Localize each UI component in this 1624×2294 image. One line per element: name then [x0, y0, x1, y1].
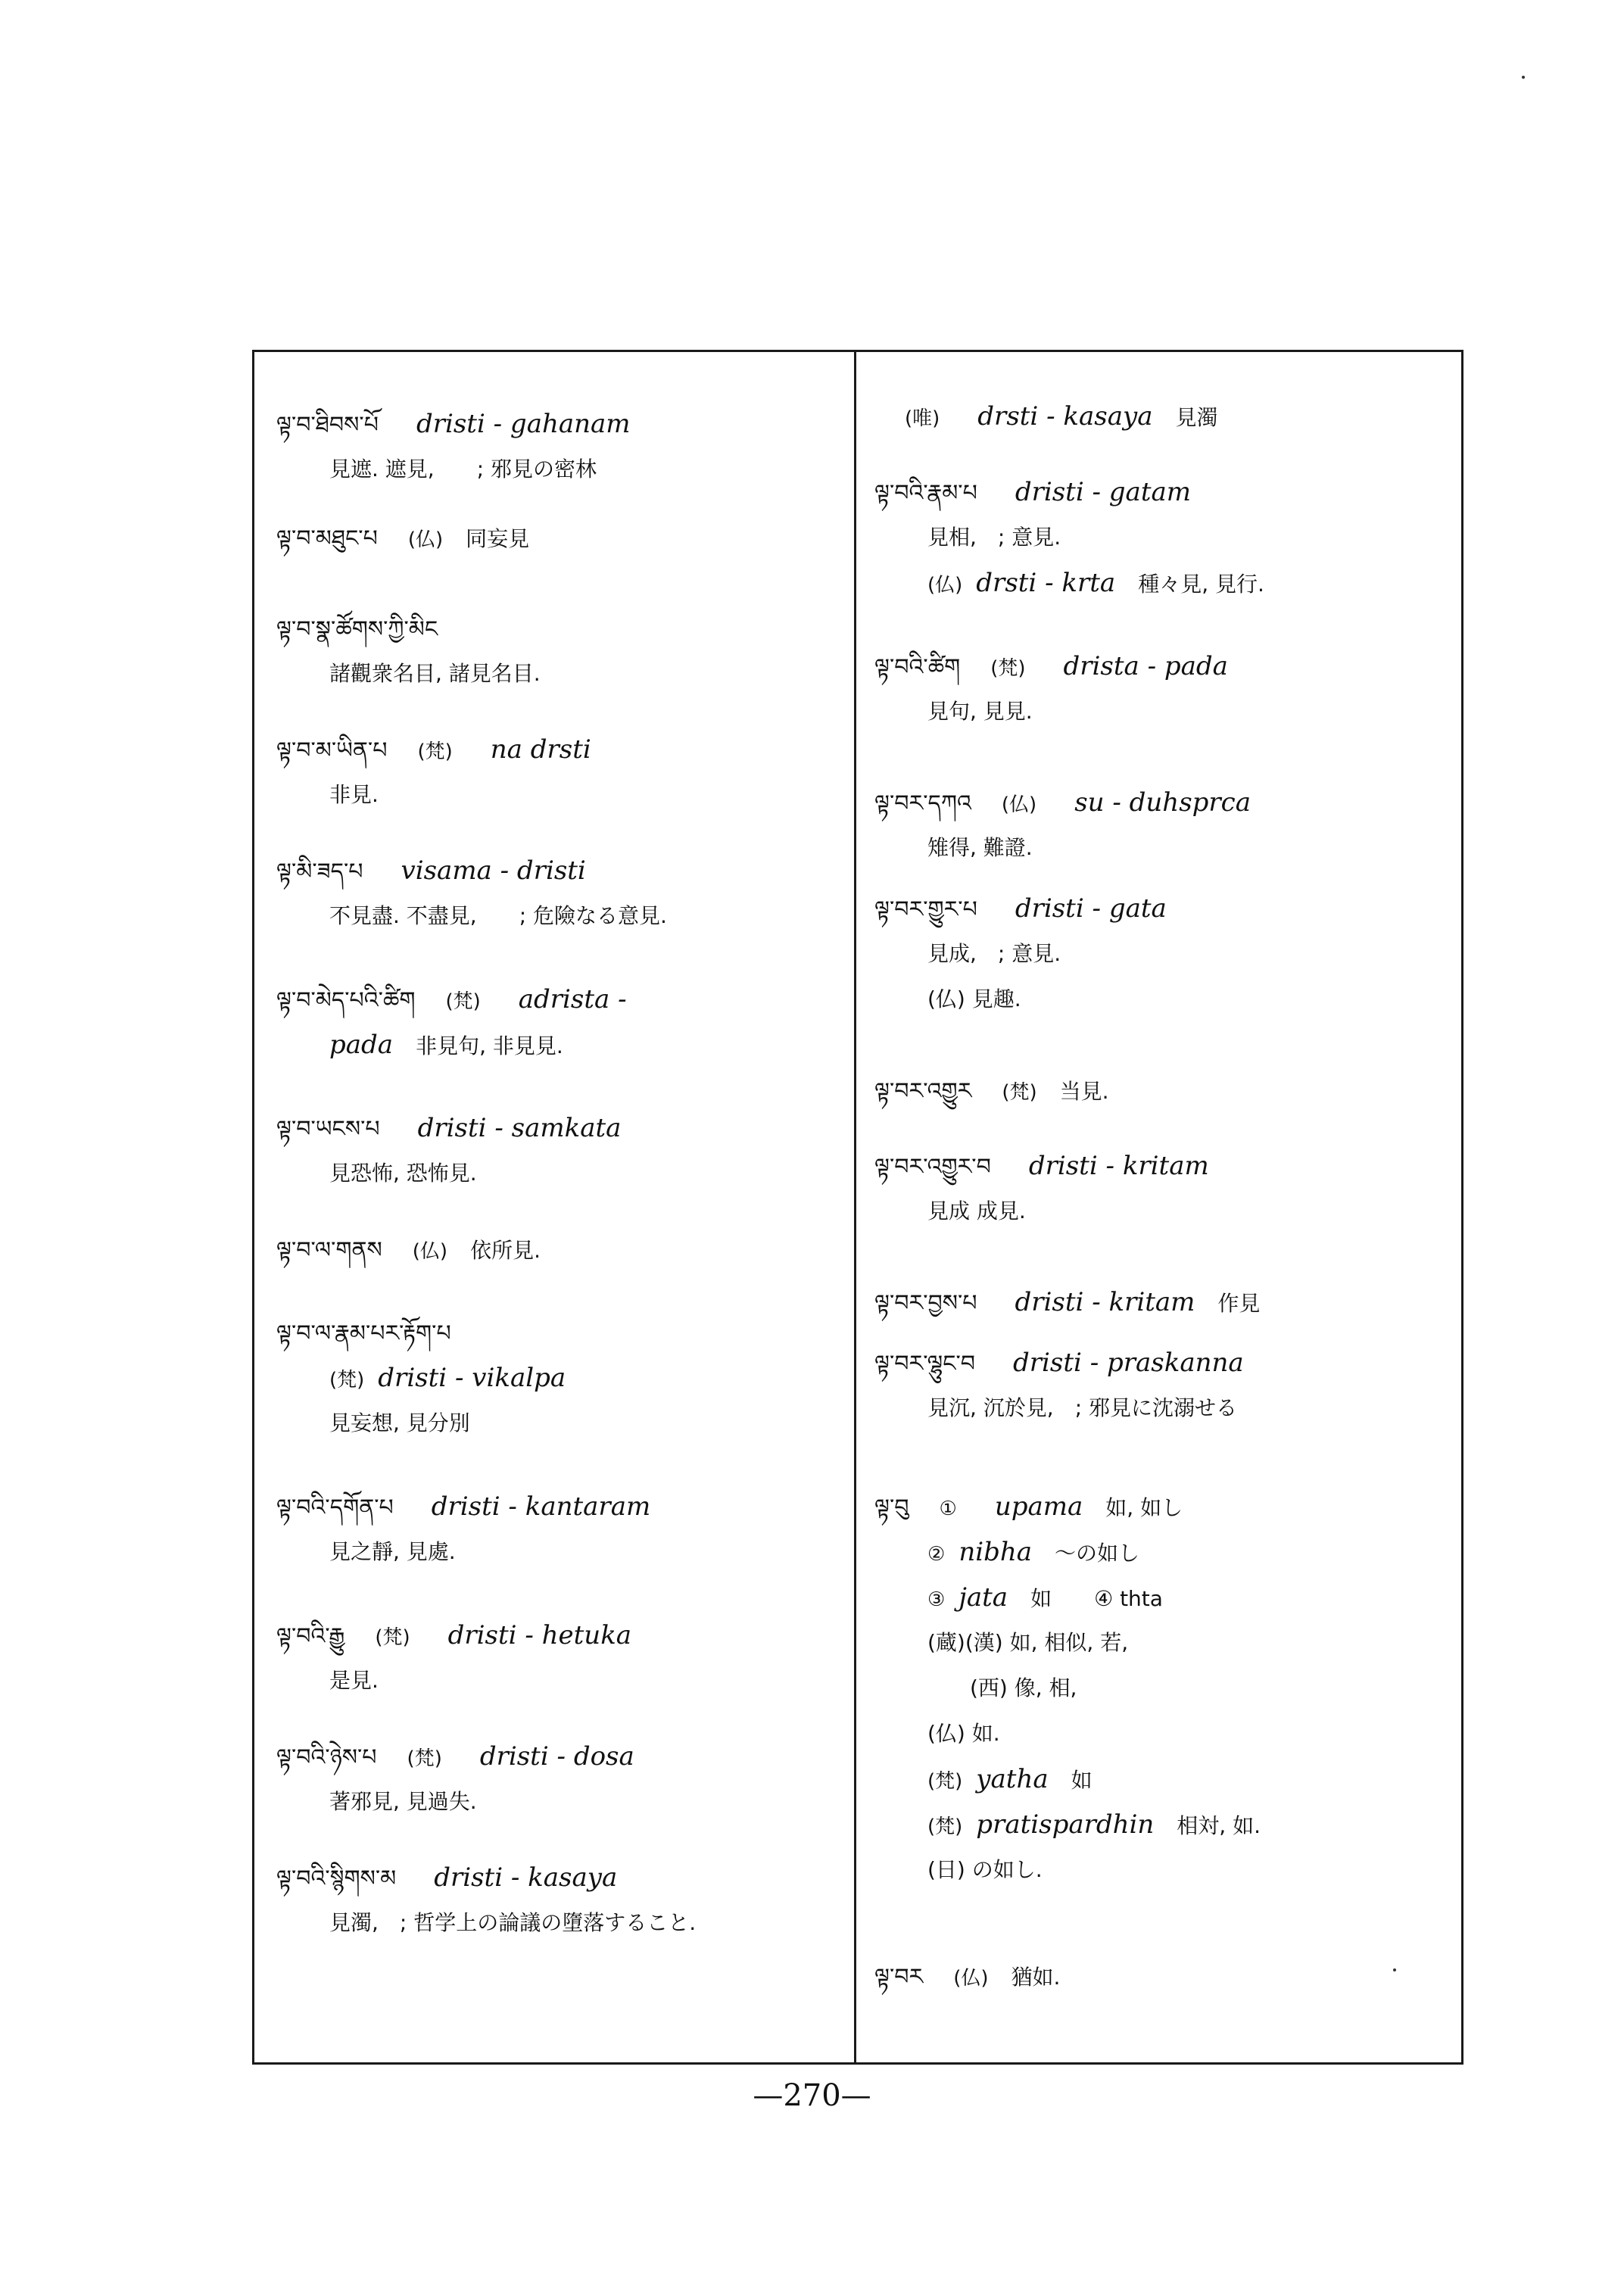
- entry-subline: [276, 1529, 844, 1575]
- dictionary-entry: [874, 644, 1450, 734]
- sanskrit-equivalent: dristi - gata: [1015, 893, 1167, 924]
- dictionary-entry: [276, 977, 844, 1068]
- tibetan-headword: ལྟ་བར་འགྱུར: [874, 1078, 972, 1105]
- japanese-gloss: 如, 如し: [1105, 1495, 1183, 1520]
- source-mark: (仏): [927, 574, 963, 597]
- sanskrit-equivalent: upama: [994, 1491, 1083, 1522]
- entry-subline: [874, 689, 1450, 734]
- sanskrit-equivalent: pratispardhin: [976, 1809, 1155, 1840]
- entry-headword-line: [874, 1279, 1450, 1325]
- entry-headword-line: [874, 644, 1450, 689]
- japanese-gloss: 如: [1071, 1768, 1093, 1793]
- entry-headword-line: [874, 1340, 1450, 1385]
- japanese-gloss: 依所見.: [470, 1238, 541, 1263]
- entry-subline: [276, 1779, 844, 1825]
- dictionary-entry: [276, 1734, 844, 1825]
- japanese-gloss: 雉得, 難證.: [927, 835, 1033, 860]
- japanese-gloss: (仏) 見趣.: [927, 986, 1021, 1011]
- tibetan-headword: ལྟ་བ་ཡངས་པ: [276, 1116, 380, 1142]
- entry-subline: [874, 1847, 1450, 1893]
- japanese-gloss: 相対, 如.: [1177, 1813, 1261, 1838]
- japanese-gloss: 是見.: [329, 1668, 379, 1693]
- dictionary-entry: [874, 1143, 1450, 1234]
- dictionary-entry: [276, 1855, 844, 1946]
- tibetan-headword: ལྟ་བར་འགྱུར་བ: [874, 1154, 991, 1180]
- japanese-gloss: 如 ④ thta: [1030, 1586, 1163, 1611]
- tibetan-headword: ལྟ་བའི་ཉེས་པ: [276, 1744, 377, 1771]
- japanese-gloss: 見濁: [1175, 405, 1218, 430]
- entry-subline: [276, 1900, 844, 1946]
- entry-subline: [874, 825, 1450, 871]
- japanese-gloss: 非見.: [329, 782, 379, 807]
- japanese-gloss: 猶如.: [1011, 1965, 1061, 1990]
- source-mark: (仏): [953, 1967, 989, 1990]
- dictionary-entry: [874, 886, 1450, 1022]
- tibetan-headword: ལྟ་བའི་སྙིགས་མ: [276, 1865, 397, 1892]
- dictionary-entry: [276, 1484, 844, 1575]
- japanese-gloss: 種々見, 見行.: [1138, 572, 1264, 597]
- sanskrit-equivalent: dristi - kritam: [1015, 1287, 1195, 1317]
- japanese-gloss: 作見: [1217, 1291, 1261, 1316]
- dictionary-entry: [276, 401, 844, 492]
- sanskrit-equivalent: dristi - gahanam: [416, 409, 631, 439]
- entry-subline: [874, 1529, 1450, 1575]
- sanskrit-equivalent: dristi - dosa: [479, 1741, 634, 1772]
- japanese-gloss: ～の如し: [1055, 1541, 1140, 1566]
- sanskrit-equivalent: yatha: [976, 1764, 1049, 1794]
- dictionary-entry: [874, 1953, 1450, 1999]
- sanskrit-equivalent: dristi - hetuka: [447, 1620, 632, 1650]
- tibetan-headword: ལྟ་བ་ལ་གནས: [276, 1237, 382, 1264]
- tibetan-headword: ལྟ་བ་སྣ་ཚོགས་ཀྱི་མིང: [276, 616, 438, 643]
- dictionary-entry: [874, 394, 1450, 439]
- entry-subline: [874, 1666, 1450, 1711]
- scan-speck: [1522, 76, 1525, 79]
- japanese-gloss: 当見.: [1059, 1079, 1109, 1104]
- entry-subline: [874, 1756, 1450, 1802]
- japanese-gloss: (西) 像, 相,: [927, 1675, 1077, 1700]
- source-mark: (梵): [329, 1369, 365, 1392]
- entry-subline: [874, 1620, 1450, 1666]
- tibetan-headword: ལྟ་བར་གྱུར་པ: [874, 896, 977, 923]
- dictionary-entry: [874, 1340, 1450, 1431]
- entry-subline: [874, 1189, 1450, 1234]
- source-mark: ③: [927, 1588, 946, 1611]
- tibetan-headword: ལྟ་བ་ཐིབས་པོ: [276, 412, 379, 438]
- japanese-gloss: 見相, ; 意見.: [927, 525, 1061, 550]
- source-mark: (仏): [1001, 793, 1037, 816]
- tibetan-headword: ལྟ་བ་མ་ཡིན་པ: [276, 737, 388, 764]
- sanskrit-equivalent: pada: [329, 1030, 394, 1060]
- dictionary-entry: [276, 515, 844, 560]
- source-mark: (梵): [927, 1816, 963, 1838]
- entry-headword-line: [276, 977, 844, 1022]
- source-mark: (梵): [927, 1770, 963, 1793]
- entry-subline: [276, 447, 844, 492]
- japanese-gloss: 見成, ; 意見.: [927, 941, 1061, 966]
- entry-subline: [874, 977, 1450, 1022]
- japanese-gloss: (日) の如し.: [927, 1857, 1043, 1882]
- scan-speck: [1393, 1968, 1396, 1971]
- japanese-gloss: (蔵)(漢) 如, 相似, 若,: [927, 1630, 1129, 1655]
- entry-headword-line: [276, 606, 844, 651]
- entry-subline: [276, 1401, 844, 1446]
- japanese-gloss: 見句, 見見.: [927, 699, 1033, 724]
- tibetan-headword: ལྟ་བར་བྱས་པ: [874, 1290, 977, 1317]
- source-mark: (唯): [905, 407, 940, 430]
- japanese-gloss: 著邪見, 見過失.: [329, 1789, 477, 1814]
- source-mark: (仏): [407, 528, 444, 551]
- entry-headword-line: [276, 515, 844, 560]
- japanese-gloss: 不見盡. 不盡見, ; 危險なる意見.: [329, 903, 667, 928]
- entry-subline: [874, 1802, 1450, 1847]
- entry-subline: [276, 893, 844, 939]
- entry-headword-line: [874, 886, 1450, 931]
- entry-headword-line: [874, 780, 1450, 825]
- dictionary-entry: [874, 1484, 1450, 1893]
- source-mark: ②: [927, 1543, 946, 1566]
- sanskrit-equivalent: nibha: [959, 1537, 1033, 1567]
- entry-subline: [276, 1022, 844, 1068]
- sanskrit-equivalent: dristi - praskanna: [1013, 1348, 1244, 1378]
- entry-subline: [276, 1355, 844, 1401]
- dictionary-entry: [874, 780, 1450, 871]
- entry-headword-line: [276, 1226, 844, 1272]
- japanese-gloss: 見沉, 沉於見, ; 邪見に沈溺せる: [927, 1395, 1238, 1420]
- dictionary-entry: [874, 1068, 1450, 1113]
- source-mark: (仏): [412, 1240, 448, 1263]
- entry-subline: [276, 651, 844, 697]
- entry-headword-line: [874, 394, 1450, 439]
- entry-headword-line: [874, 469, 1450, 515]
- sanskrit-equivalent: drsti - krta: [976, 568, 1116, 598]
- japanese-gloss: 見成 成見.: [927, 1198, 1026, 1223]
- tibetan-headword: ལྟ་བར་དཀའ: [874, 790, 971, 817]
- japanese-gloss: 見妄想, 見分別: [329, 1410, 470, 1435]
- sanskrit-equivalent: dristi - kasaya: [434, 1862, 618, 1893]
- sanskrit-equivalent: na drsti: [490, 734, 591, 765]
- sanskrit-equivalent: drsti - kasaya: [977, 401, 1153, 432]
- entry-subline: [874, 931, 1450, 977]
- entry-headword-line: [276, 1855, 844, 1900]
- japanese-gloss: 見遮. 遮見, ; 邪見の密林: [329, 457, 597, 482]
- source-mark: (梵): [1002, 1081, 1037, 1104]
- tibetan-headword: ལྟ་བར: [874, 1964, 924, 1990]
- entry-subline: [874, 515, 1450, 560]
- entry-headword-line: [276, 848, 844, 893]
- column-divider: [854, 350, 856, 2065]
- entry-headword-line: [874, 1484, 1450, 1529]
- japanese-gloss: 見濁, ; 哲学上の論議の墮落すること.: [329, 1910, 697, 1935]
- tibetan-headword: ལྟ་བ་མེད་པའི་ཚིག: [276, 987, 416, 1014]
- entry-headword-line: [874, 1068, 1450, 1113]
- entry-headword-line: [276, 401, 844, 447]
- sanskrit-equivalent: dristi - kantaram: [431, 1491, 651, 1522]
- japanese-gloss: 見恐怖, 恐怖見.: [329, 1161, 477, 1186]
- entry-subline: [276, 1658, 844, 1703]
- sanskrit-equivalent: jata: [959, 1582, 1008, 1613]
- tibetan-headword: ལྟ་བའི་རྒྱུ: [276, 1623, 345, 1650]
- entry-headword-line: [276, 1613, 844, 1658]
- source-mark: (梵): [407, 1747, 442, 1770]
- japanese-gloss: (仏) 如.: [927, 1721, 1000, 1746]
- page-number: —270—: [753, 2078, 871, 2113]
- sanskrit-equivalent: dristi - gatam: [1015, 477, 1192, 507]
- dictionary-entry: [276, 1226, 844, 1272]
- source-mark: (梵): [445, 990, 481, 1013]
- sanskrit-equivalent: dristi - kritam: [1028, 1151, 1209, 1181]
- dictionary-entry: [874, 469, 1450, 606]
- tibetan-headword: ལྟ་མི་ཟད་པ: [276, 859, 363, 885]
- sanskrit-equivalent: drista - pada: [1063, 651, 1228, 681]
- dictionary-entry: [276, 606, 844, 697]
- tibetan-headword: ལྟ་བ་མཐུང་པ: [276, 525, 378, 552]
- tibetan-headword: ལྟ་བའི་རྣམ་པ: [874, 480, 977, 506]
- entry-subline: [874, 560, 1450, 606]
- tibetan-headword: ལྟ་བར་ལྷུང་བ: [874, 1351, 976, 1377]
- dictionary-entry: [276, 1105, 844, 1196]
- entry-headword-line: [874, 1953, 1450, 1999]
- entry-subline: [874, 1385, 1450, 1431]
- tibetan-headword: ལྟ་བའི་དགོན་པ: [276, 1495, 394, 1521]
- japanese-gloss: 同妄見: [466, 526, 530, 551]
- source-mark: (梵): [990, 657, 1026, 680]
- source-mark: (梵): [417, 740, 453, 763]
- dictionary-entry: [276, 727, 844, 818]
- dictionary-entry: [276, 1310, 844, 1446]
- entry-headword-line: [874, 1143, 1450, 1189]
- japanese-gloss: 非見句, 非見見.: [416, 1033, 563, 1058]
- entry-subline: [276, 772, 844, 818]
- source-mark: ①: [939, 1498, 957, 1520]
- dictionary-entry: [276, 848, 844, 939]
- tibetan-headword: ལྟ་བ་ལ་རྣམ་པར་རྟོག་པ: [276, 1320, 451, 1347]
- sanskrit-equivalent: dristi - samkata: [417, 1113, 622, 1143]
- entry-headword-line: [276, 1310, 844, 1355]
- entry-headword-line: [276, 1105, 844, 1151]
- dictionary-entry: [874, 1279, 1450, 1325]
- sanskrit-equivalent: adrista -: [518, 984, 627, 1015]
- tibetan-headword: ལྟ་བུ: [874, 1495, 909, 1521]
- sanskrit-equivalent: dristi - vikalpa: [378, 1363, 566, 1393]
- entry-subline: [276, 1151, 844, 1196]
- entry-headword-line: [276, 1484, 844, 1529]
- entry-headword-line: [276, 727, 844, 772]
- entry-headword-line: [276, 1734, 844, 1779]
- japanese-gloss: 見之靜, 見處.: [329, 1539, 456, 1564]
- entry-subline: [874, 1711, 1450, 1756]
- dictionary-entry: [276, 1613, 844, 1703]
- sanskrit-equivalent: visama - dristi: [401, 856, 586, 886]
- source-mark: (梵): [375, 1626, 410, 1649]
- entry-subline: [874, 1575, 1450, 1620]
- sanskrit-equivalent: su - duhsprca: [1074, 787, 1251, 818]
- japanese-gloss: 諸觀衆名目, 諸見名目.: [329, 661, 541, 686]
- tibetan-headword: ལྟ་བའི་ཚིག: [874, 654, 961, 681]
